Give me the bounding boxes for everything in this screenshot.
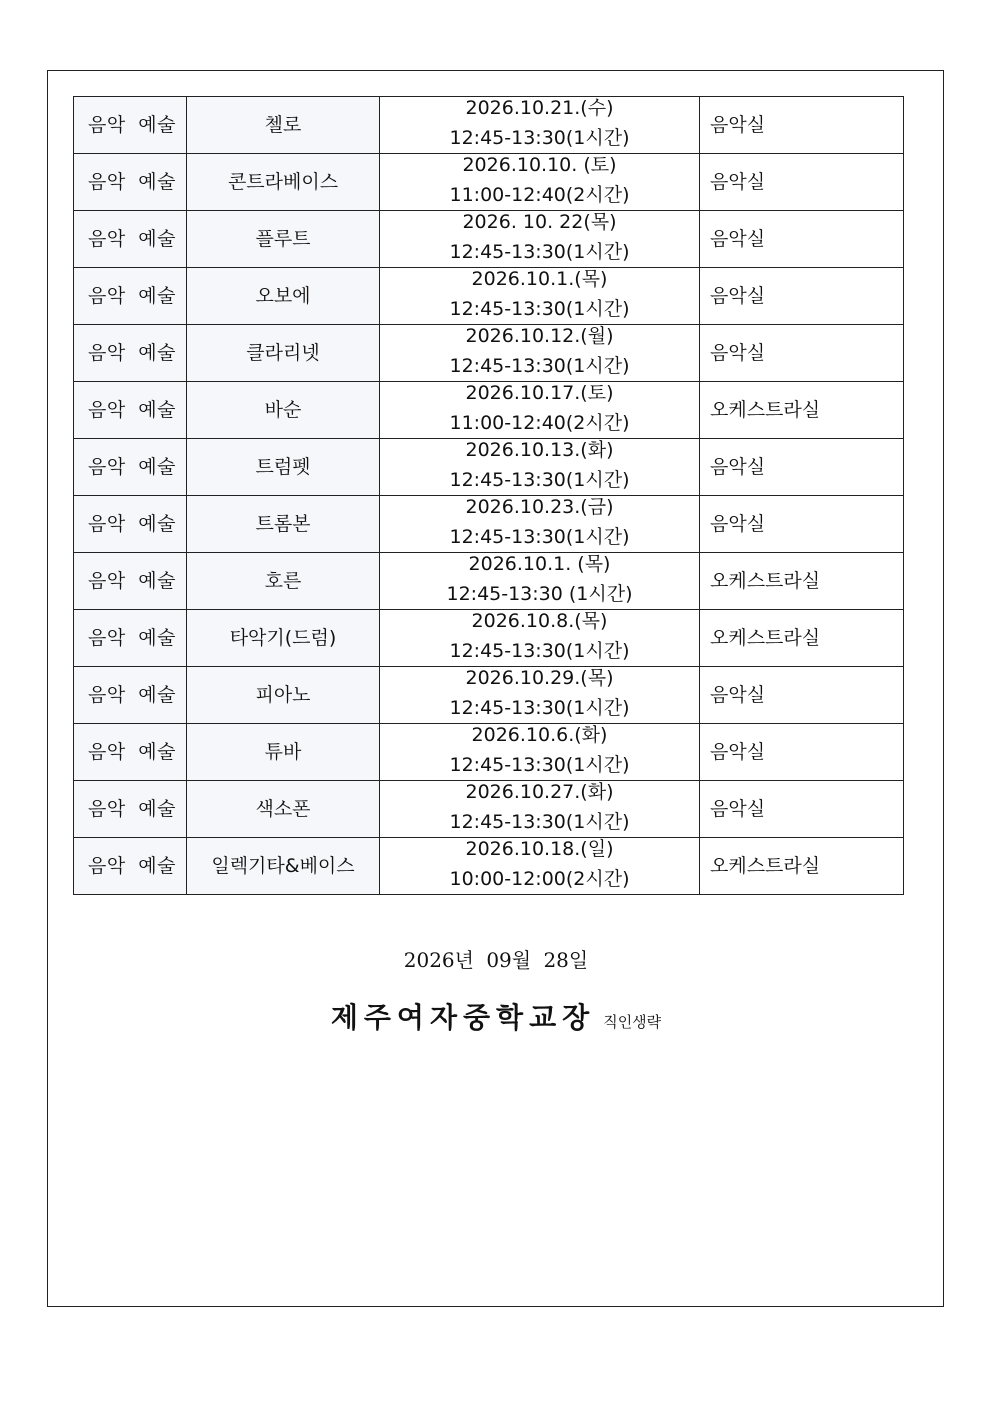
schedule-cell — [380, 610, 700, 667]
place-cell: 음악실 — [700, 268, 904, 325]
field-cell: 음악 예술 — [74, 838, 187, 895]
place-cell: 음악실 — [700, 325, 904, 382]
signature-line — [0, 996, 992, 1036]
instrument-cell: 첼로 — [187, 97, 380, 154]
time-text: 12:45-13:30(1시간) — [449, 526, 630, 548]
table-row — [74, 667, 904, 724]
date-text: 2026.10.13.(화) — [465, 439, 614, 461]
field-cell: 음악 예술 — [74, 439, 187, 496]
instrument-cell: 트럼펫 — [187, 439, 380, 496]
place-cell: 음악실 — [700, 439, 904, 496]
field-cell: 음악 예술 — [74, 154, 187, 211]
table-row — [74, 781, 904, 838]
table-row — [74, 154, 904, 211]
table-row — [74, 325, 904, 382]
schedule-cell — [380, 496, 700, 553]
field-cell: 음악 예술 — [74, 97, 187, 154]
schedule-cell — [380, 553, 700, 610]
field-cell: 음악 예술 — [74, 268, 187, 325]
field-cell: 음악 예술 — [74, 610, 187, 667]
table-row — [74, 610, 904, 667]
schedule-cell — [380, 724, 700, 781]
date-text: 2026.10.1. (목) — [468, 553, 611, 575]
date-text: 2026.10.23.(금) — [465, 496, 614, 518]
schedule-table-body — [74, 97, 904, 895]
date-text: 2026. 10. 22(목) — [462, 211, 617, 233]
place-cell: 오케스트라실 — [700, 610, 904, 667]
table-row — [74, 97, 904, 154]
date-text: 2026.10.18.(일) — [465, 838, 614, 860]
schedule-cell — [380, 667, 700, 724]
schedule-table — [73, 96, 904, 895]
place-cell: 오케스트라실 — [700, 553, 904, 610]
schedule-cell — [380, 325, 700, 382]
school-principal-title: 제주여자중학교장 — [330, 1001, 596, 1034]
field-cell: 음악 예술 — [74, 781, 187, 838]
table-row — [74, 211, 904, 268]
instrument-cell: 튜바 — [187, 724, 380, 781]
date-text: 2026.10.10. (토) — [462, 154, 617, 176]
schedule-cell — [380, 211, 700, 268]
place-cell: 음악실 — [700, 781, 904, 838]
date-text: 2026.10.8.(목) — [471, 610, 608, 632]
time-text: 11:00-12:40(2시간) — [449, 184, 630, 206]
time-text: 12:45-13:30(1시간) — [449, 469, 630, 491]
field-cell: 음악 예술 — [74, 496, 187, 553]
schedule-cell — [380, 838, 700, 895]
table-row — [74, 268, 904, 325]
field-cell: 음악 예술 — [74, 724, 187, 781]
place-cell: 음악실 — [700, 667, 904, 724]
table-row — [74, 496, 904, 553]
instrument-cell: 색소폰 — [187, 781, 380, 838]
schedule-cell — [380, 781, 700, 838]
table-row — [74, 439, 904, 496]
place-cell: 음악실 — [700, 154, 904, 211]
instrument-cell: 플루트 — [187, 211, 380, 268]
schedule-cell — [380, 97, 700, 154]
instrument-cell: 피아노 — [187, 667, 380, 724]
schedule-cell — [380, 154, 700, 211]
field-cell: 음악 예술 — [74, 553, 187, 610]
schedule-cell — [380, 382, 700, 439]
table-row — [74, 724, 904, 781]
field-cell: 음악 예술 — [74, 211, 187, 268]
instrument-cell: 콘트라베이스 — [187, 154, 380, 211]
table-row — [74, 838, 904, 895]
place-cell: 오케스트라실 — [700, 838, 904, 895]
instrument-cell: 타악기(드럼) — [187, 610, 380, 667]
seal-omitted-note: 직인생략 — [603, 1013, 662, 1031]
time-text: 12:45-13:30(1시간) — [449, 811, 630, 833]
date-text: 2026.10.6.(화) — [471, 724, 608, 746]
place-cell: 음악실 — [700, 724, 904, 781]
date-text: 2026.10.1.(목) — [471, 268, 608, 290]
time-text: 12:45-13:30 (1시간) — [446, 583, 633, 605]
place-cell: 오케스트라실 — [700, 382, 904, 439]
date-text: 2026.10.29.(목) — [465, 667, 614, 689]
time-text: 11:00-12:40(2시간) — [449, 412, 630, 434]
field-cell: 음악 예술 — [74, 325, 187, 382]
time-text: 12:45-13:30(1시간) — [449, 241, 630, 263]
instrument-cell: 호른 — [187, 553, 380, 610]
place-cell: 음악실 — [700, 97, 904, 154]
time-text: 12:45-13:30(1시간) — [449, 697, 630, 719]
time-text: 12:45-13:30(1시간) — [449, 355, 630, 377]
date-text: 2026.10.17.(토) — [465, 382, 614, 404]
schedule-cell — [380, 439, 700, 496]
schedule-cell — [380, 268, 700, 325]
place-cell: 음악실 — [700, 211, 904, 268]
instrument-cell: 오보에 — [187, 268, 380, 325]
instrument-cell: 트롬본 — [187, 496, 380, 553]
date-text: 2026.10.27.(화) — [465, 781, 614, 803]
place-cell: 음악실 — [700, 496, 904, 553]
time-text: 12:45-13:30(1시간) — [449, 754, 630, 776]
instrument-cell: 클라리넷 — [187, 325, 380, 382]
time-text: 12:45-13:30(1시간) — [449, 640, 630, 662]
instrument-cell: 일렉기타&베이스 — [187, 838, 380, 895]
table-row — [74, 382, 904, 439]
time-text: 12:45-13:30(1시간) — [449, 298, 630, 320]
field-cell: 음악 예술 — [74, 382, 187, 439]
field-cell: 음악 예술 — [74, 667, 187, 724]
date-text: 2026.10.12.(월) — [465, 325, 614, 347]
time-text: 12:45-13:30(1시간) — [449, 127, 630, 149]
document-date: 2026년 09월 28일 — [403, 948, 589, 972]
instrument-cell: 바순 — [187, 382, 380, 439]
time-text: 10:00-12:00(2시간) — [449, 868, 630, 890]
date-text: 2026.10.21.(수) — [465, 97, 614, 119]
table-row — [74, 553, 904, 610]
